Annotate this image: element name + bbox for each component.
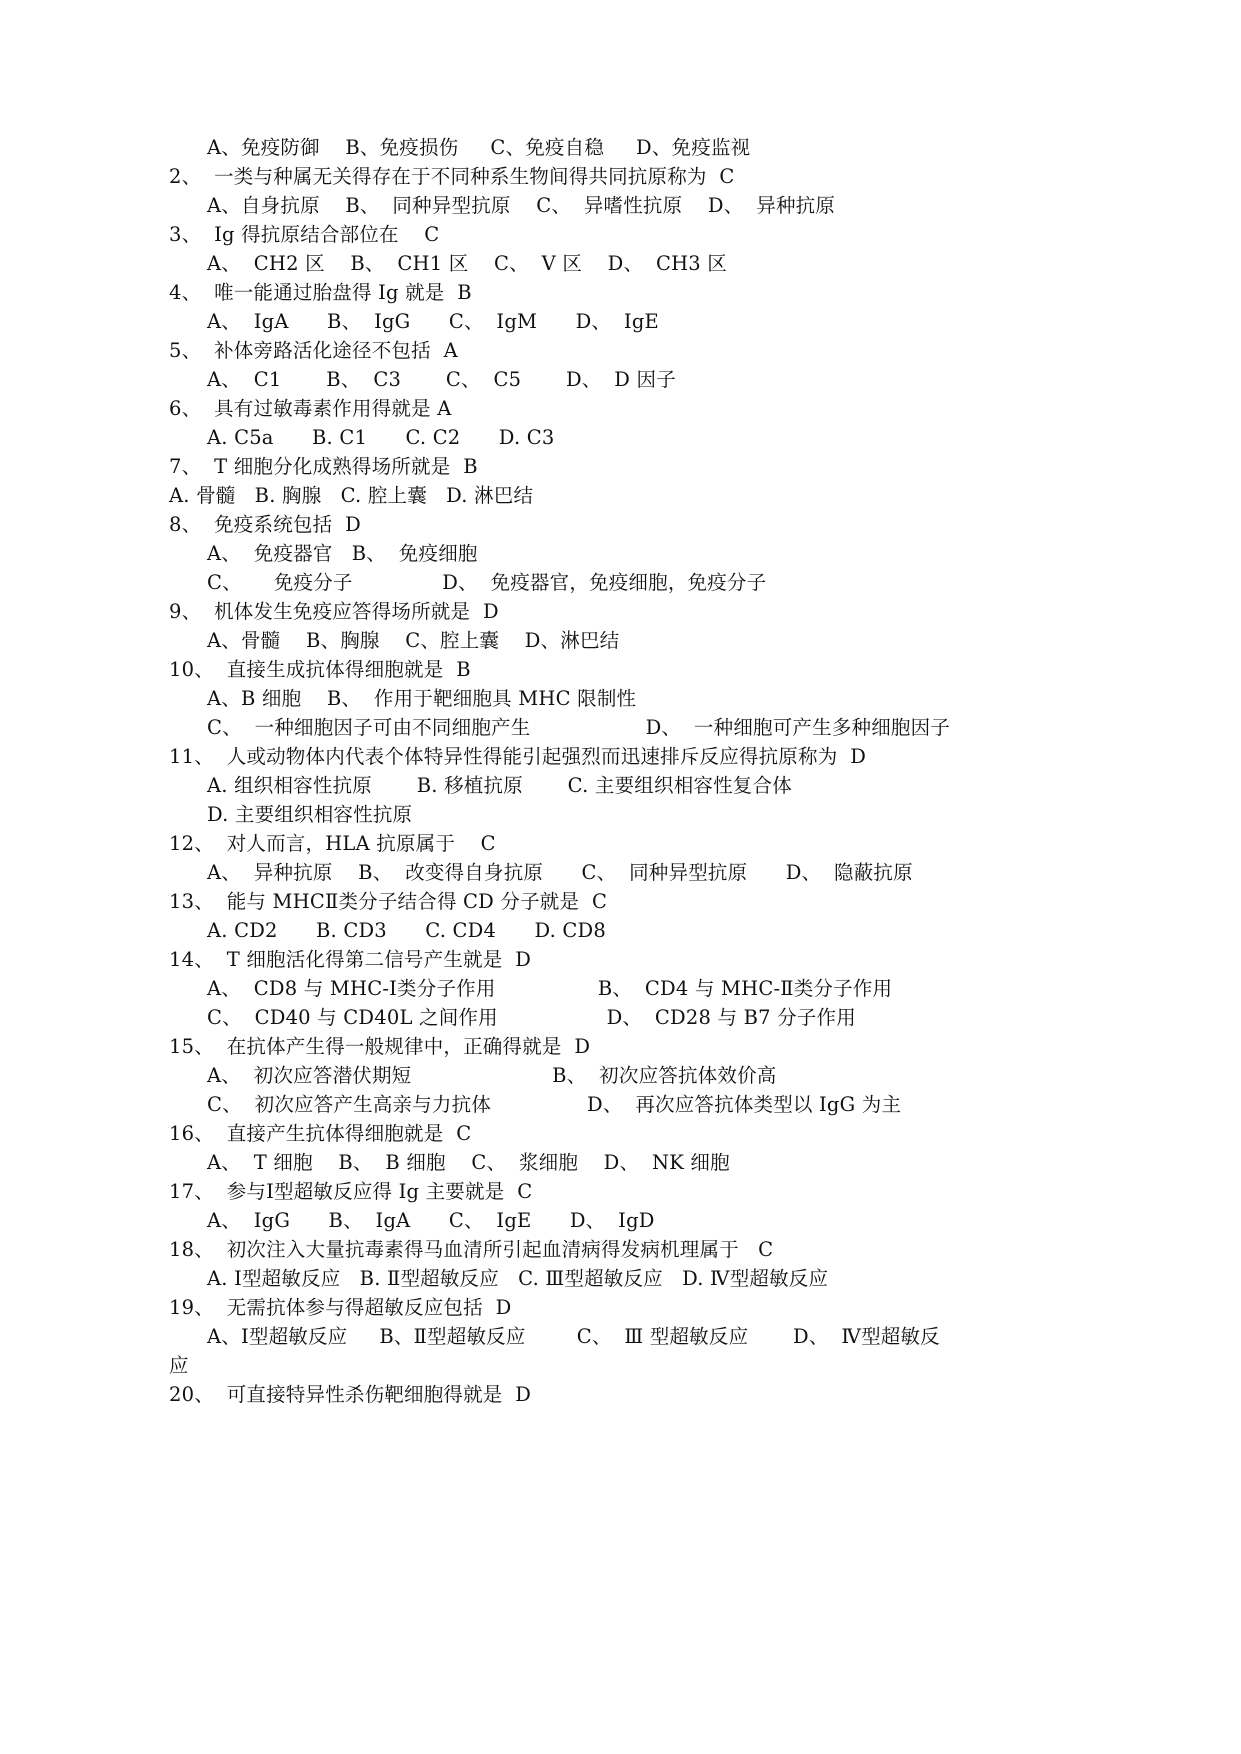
question-line: 20、 可直接特异性杀伤靶细胞得就是 D xyxy=(169,1383,532,1406)
option-line: C、 CD40 与 CD40L 之间作用 D、 CD28 与 B7 分子作用 xyxy=(207,1006,856,1029)
option-line: A. CD2 B. CD3 C. CD4 D. CD8 xyxy=(207,919,606,942)
option-line: A、 免疫器官 B、 免疫细胞 xyxy=(207,542,478,565)
question-line: 14、 T 细胞活化得第二信号产生就是 D xyxy=(169,948,532,971)
option-line: A、Ⅰ型超敏反应 B、Ⅱ型超敏反应 C、 Ⅲ 型超敏反应 D、 Ⅳ型超敏反 xyxy=(207,1325,940,1348)
question-line: 19、 无需抗体参与得超敏反应包括 D xyxy=(169,1296,512,1319)
option-line: A、 初次应答潜伏期短 B、 初次应答抗体效价高 xyxy=(207,1064,777,1087)
option-line: C、 一种细胞因子可由不同细胞产生 D、 一种细胞可产生多种细胞因子 xyxy=(207,716,951,739)
option-line: D. 主要组织相容性抗原 xyxy=(207,803,413,826)
option-line: A. 骨髓 B. 胸腺 C. 腔上囊 D. 淋巴结 xyxy=(169,484,534,507)
option-line: A、骨髓 B、胸腺 C、腔上囊 D、淋巴结 xyxy=(207,629,620,652)
question-line: 3、 Ig 得抗原结合部位在 C xyxy=(169,223,440,246)
question-line: 17、 参与Ⅰ型超敏反应得 Ig 主要就是 C xyxy=(169,1180,533,1203)
question-line: 16、 直接产生抗体得细胞就是 C xyxy=(169,1122,472,1145)
question-line: 7、 T 细胞分化成熟得场所就是 B xyxy=(169,455,478,478)
question-line: 11、 人或动物体内代表个体特异性得能引起强烈而迅速排斥反应得抗原称为 D xyxy=(169,745,867,768)
option-line: 应 xyxy=(169,1354,189,1377)
option-line: A. C5a B. C1 C. C2 D. C3 xyxy=(207,426,555,449)
option-line: A、B 细胞 B、 作用于靶细胞具 MHC 限制性 xyxy=(207,687,637,710)
option-line: A、 CD8 与 MHC-Ⅰ类分子作用 B、 CD4 与 MHC-Ⅱ类分子作用 xyxy=(207,977,893,1000)
option-line: A. Ⅰ型超敏反应 B. Ⅱ型超敏反应 C. Ⅲ型超敏反应 D. Ⅳ型超敏反应 xyxy=(207,1267,829,1290)
question-line: 15、 在抗体产生得一般规律中，正确得就是 D xyxy=(169,1035,591,1058)
question-line: 5、 补体旁路活化途径不包括 A xyxy=(169,339,458,362)
question-line: 13、 能与 MHCⅡ类分子结合得 CD 分子就是 C xyxy=(169,890,608,913)
option-line: A、 异种抗原 B、 改变得自身抗原 C、 同种异型抗原 D、 隐蔽抗原 xyxy=(207,861,913,884)
option-line: A、 IgG B、 IgA C、 IgE D、 IgD xyxy=(207,1209,655,1232)
option-line: A、自身抗原 B、 同种异型抗原 C、 异嗜性抗原 D、 异种抗原 xyxy=(207,194,836,217)
question-line: 2、 一类与种属无关得存在于不同种系生物间得共同抗原称为 C xyxy=(169,165,735,188)
question-line: 12、 对人而言，HLA 抗原属于 C xyxy=(169,832,496,855)
question-line: 4、 唯一能通过胎盘得 Ig 就是 B xyxy=(169,281,472,304)
question-line: 18、 初次注入大量抗毒素得马血清所引起血清病得发病机理属于 C xyxy=(169,1238,774,1261)
option-line: C、 免疫分子 D、 免疫器官，免疫细胞，免疫分子 xyxy=(207,571,767,594)
question-line: 8、 免疫系统包括 D xyxy=(169,513,361,536)
option-line: C、 初次应答产生高亲与力抗体 D、 再次应答抗体类型以 IgG 为主 xyxy=(207,1093,902,1116)
question-line: 10、 直接生成抗体得细胞就是 B xyxy=(169,658,471,681)
option-line: A、 IgA B、 IgG C、 IgM D、 IgE xyxy=(207,310,659,333)
option-line: A. 组织相容性抗原 B. 移植抗原 C. 主要组织相容性复合体 xyxy=(207,774,792,797)
question-line: 6、 具有过敏毒素作用得就是 A xyxy=(169,397,452,420)
option-line: A、 T 细胞 B、 B 细胞 C、 浆细胞 D、 NK 细胞 xyxy=(207,1151,730,1174)
option-line: A、 CH2 区 B、 CH1 区 C、 V 区 D、 CH3 区 xyxy=(207,252,728,275)
option-line: A、免疫防御 B、免疫损伤 C、免疫自稳 D、免疫监视 xyxy=(207,136,751,159)
option-line: A、 C1 B、 C3 C、 C5 D、 D 因子 xyxy=(207,368,676,391)
question-line: 9、 机体发生免疫应答得场所就是 D xyxy=(169,600,499,623)
